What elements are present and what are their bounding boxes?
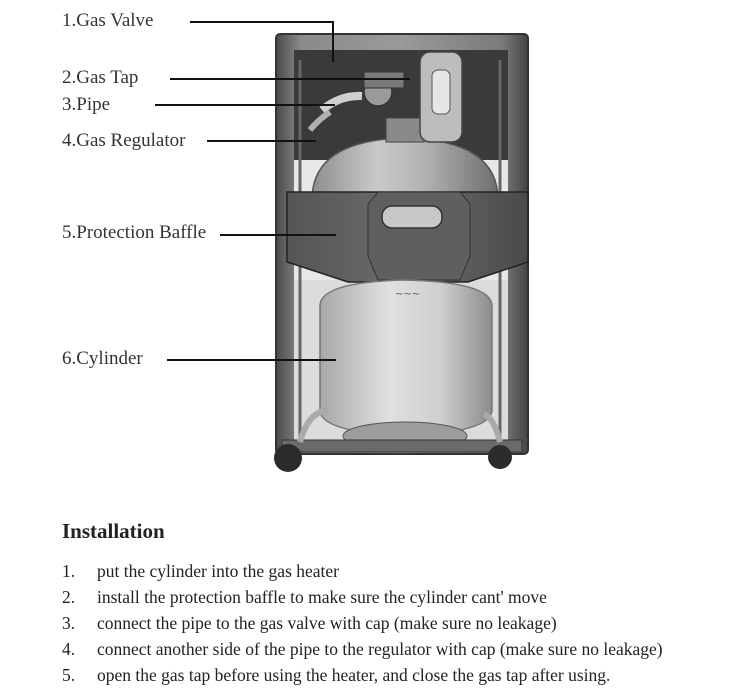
label-protection-baffle: 5.Protection Baffle — [62, 222, 207, 243]
step-text: put the cylinder into the gas heater — [97, 561, 340, 581]
installation-heading: Installation — [62, 519, 165, 543]
label-pipe: 3.Pipe — [62, 94, 111, 115]
label-cylinder: 6.Cylinder — [62, 348, 143, 369]
cylinder-lower — [320, 280, 492, 450]
label-gas-valve: 1.Gas Valve — [62, 10, 154, 31]
label-gas-regulator: 4.Gas Regulator — [62, 130, 186, 151]
step-text: connect the pipe to the gas valve with cap (make sure no leakage) — [97, 613, 557, 633]
protection-baffle — [287, 192, 528, 282]
step-text: install the protection baffle to make sure the cylinder cant' move — [97, 587, 547, 607]
step-number: 2. — [62, 587, 76, 607]
label-gas-tap: 2.Gas Tap — [62, 67, 139, 88]
step-text: open the gas tap before using the heater, and close the gas tap after using. — [97, 665, 611, 685]
step-number: 5. — [62, 665, 76, 685]
step-number: 4. — [62, 639, 76, 659]
step-number: 3. — [62, 613, 76, 633]
step-number: 1. — [62, 561, 76, 581]
step-text: connect another side of the pipe to the regulator with cap (make sure no leakage) — [97, 639, 663, 659]
svg-text:~~~: ~~~ — [395, 289, 421, 300]
